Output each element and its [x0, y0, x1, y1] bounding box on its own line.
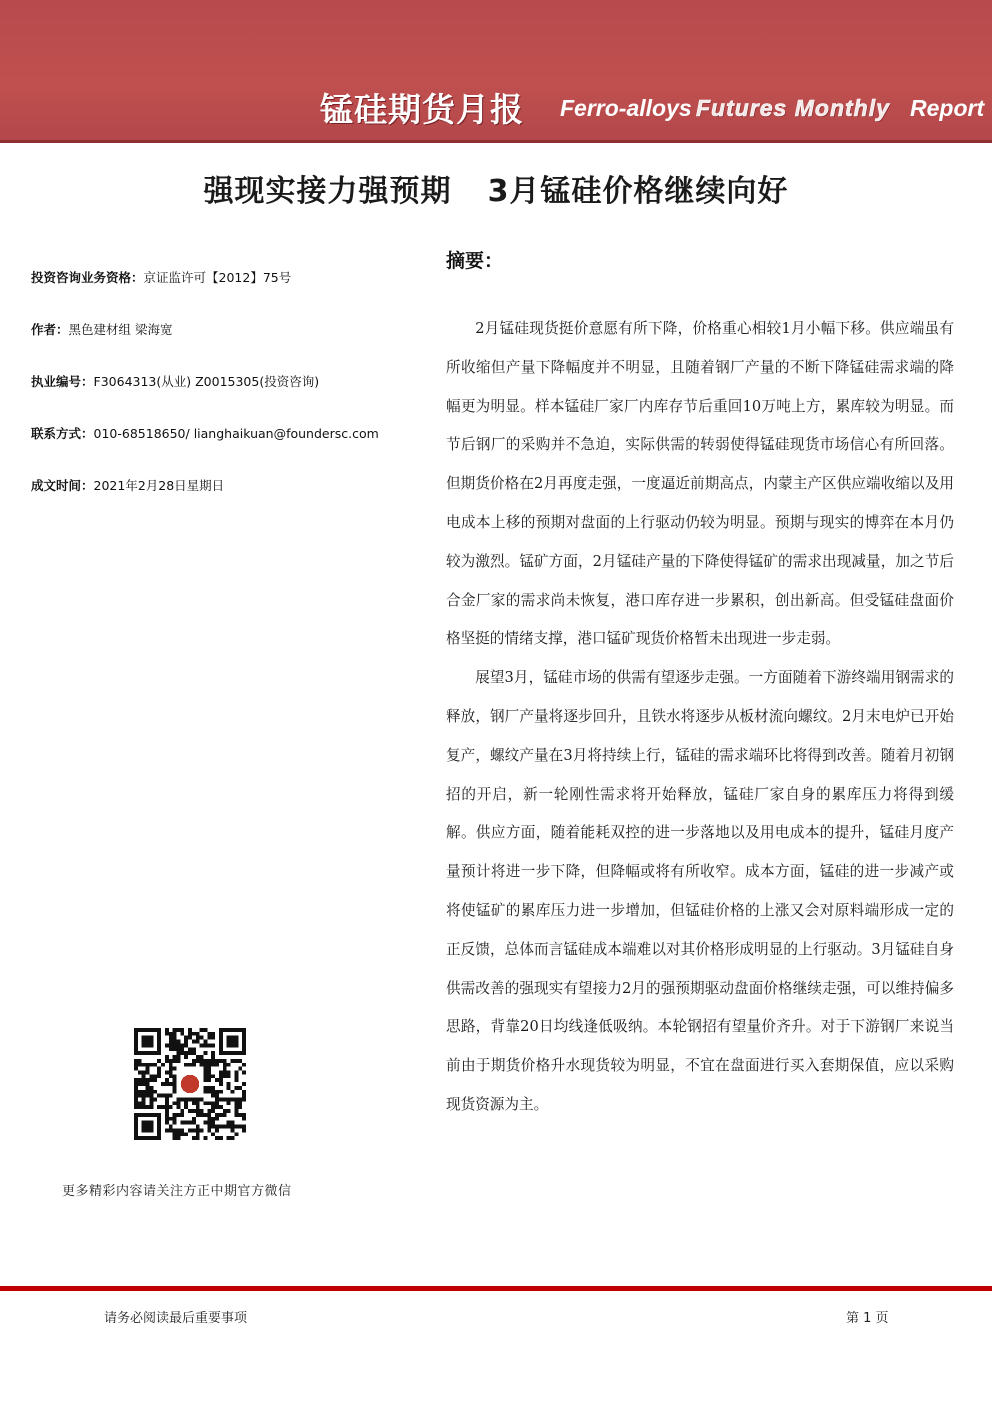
info-label: 执业编号： — [31, 374, 94, 389]
abstract-paragraph: 2月锰硅现货挺价意愿有所下降，价格重心相较1月小幅下移。供应端虽有所收缩但产量下降幅度并不明显，且随着钢厂产量的不断下降锰硅需求端的降幅更为明显。样本锰硅厂家厂内库存节后重回10万吨上方，累库较为明显。而节后钢厂的采购并不急迫，实际供需的转弱使得锰硅现货市场信心有所回落。但期货价格在2月再度走强，一度逼近前期高点，内蒙主产区供应端收缩以及用电成本上移的预期对盘面的上行驱动仍较为明显。预期与现实的博弈在本月仍较为激烈。锰矿方面，2月锰硅产量的下降使得锰矿的需求出现减量，加之节后合金厂家的需求尚未恢复，港口库存进一步累积，创出新高。但受锰硅盘面价格坚挺的情绪支撑，港口锰矿现货价格暂未出现进一步走弱。 — [446, 320, 954, 648]
banner-title-en-report: Report — [910, 95, 985, 121]
report-title-part1: 强现实接力强预期 — [203, 174, 452, 209]
info-value: 京证监许可【2012】75号 — [143, 270, 292, 285]
info-label: 成文时间： — [31, 478, 94, 493]
author-info — [31, 268, 411, 528]
info-label: 联系方式： — [31, 426, 94, 441]
banner-title-en-futures: Futures Monthly — [696, 95, 890, 121]
abstract-body — [446, 310, 954, 1125]
qr-caption: 更多精彩内容请关注方正中期官方微信 — [62, 1184, 292, 1199]
qr-logo-icon — [181, 1075, 200, 1094]
info-label: 作者： — [31, 322, 69, 337]
footer-notice: 请务必阅读最后重要事项 — [104, 1311, 248, 1326]
info-row-qualification — [31, 268, 411, 320]
qr-code-icon — [134, 1028, 246, 1140]
info-value: 010-68518650/ lianghaikuan@foundersc.com — [93, 426, 379, 441]
info-row-contact — [31, 424, 411, 476]
page-number: 第 1 页 — [846, 1311, 889, 1326]
report-banner — [0, 0, 992, 143]
info-row-license — [31, 372, 411, 424]
info-row-author — [31, 320, 411, 372]
info-value: F3064313(从业) Z0015305(投资咨询) — [93, 374, 320, 389]
info-value: 黑色建材组 梁海宽 — [68, 322, 173, 337]
abstract-heading: 摘要： — [446, 250, 504, 272]
banner-title-en-ferro: Ferro-alloys — [560, 95, 692, 121]
footer-divider — [0, 1286, 992, 1291]
abstract-paragraph: 展望3月，锰硅市场的供需有望逐步走强。一方面随着下游终端用钢需求的释放，钢厂产量将逐步回升，且铁水将逐步从板材流向螺纹。2月末电炉已开始复产，螺纹产量在3月将持续上行，锰硅的需求端环比将得到改善。随着月初钢招的开启，新一轮刚性需求将开始释放，锰硅厂家自身的累库压力将得到缓解。供应方面，随着能耗双控的进一步落地以及用电成本的提升，锰硅月度产量预计将进一步下降，但降幅或将有所收窄。成本方面，锰硅的进一步减产或将使锰矿的累库压力进一步增加，但锰硅价格的上涨又会对原料端形成一定的正反馈，总体而言锰硅成本端难以对其价格形成明显的上行驱动。3月锰硅自身供需改善的强现实有望接力2月的强预期驱动盘面价格继续走强，可以维持偏多思路，背靠20日均线逢低吸纳。本轮钢招有望量价齐升。对于下游钢厂来说当前由于期货价格升水现货较为明显，不宜在盘面进行买入套期保值，应以采购现货资源为主。 — [446, 669, 954, 1113]
report-title-part2: 3月锰硅价格继续向好 — [487, 174, 789, 209]
info-value: 2021年2月28日星期日 — [93, 478, 225, 493]
banner-title-cn: 锰硅期货月报 — [320, 90, 524, 129]
info-label: 投资咨询业务资格： — [31, 270, 144, 285]
info-row-date — [31, 476, 411, 528]
report-title — [0, 166, 992, 210]
